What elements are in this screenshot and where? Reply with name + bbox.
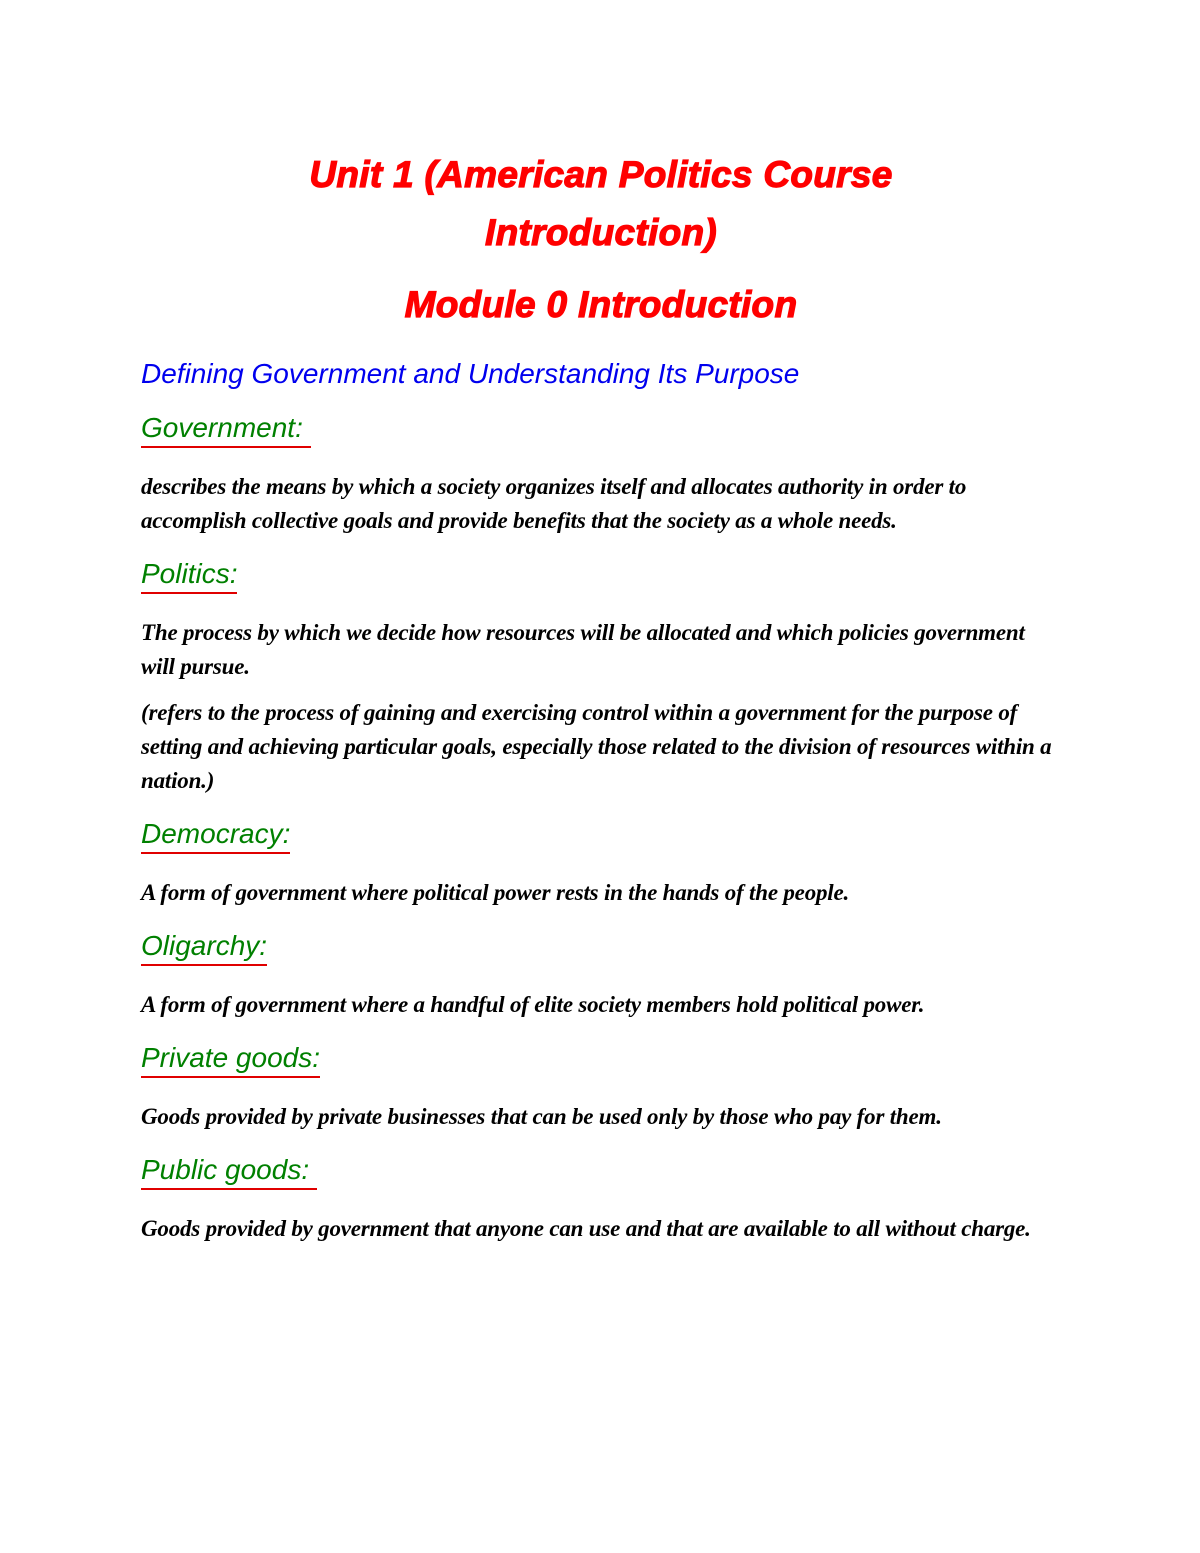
definition-oligarchy: A form of government where a handful of elite society members hold political power. (141, 992, 925, 1017)
unit-title (141, 146, 1061, 262)
term-private-goods: Private goods: (141, 1040, 320, 1078)
definition-private-goods: Goods provided by private businesses that can be used only by those who pay for them. (141, 1104, 942, 1129)
definition-public-goods: Goods provided by government that anyone can use and that are available to all without charge. (141, 1216, 1031, 1241)
term-block-private-goods (141, 1040, 1061, 1078)
term-democracy: Democracy: (141, 816, 290, 854)
document-content (141, 146, 1061, 1246)
term-politics: Politics: (141, 556, 237, 594)
definition-politics: The process by which we decide how resources will be allocated and which policies government will pursue. (141, 620, 1025, 679)
unit-title-line-2: Introduction) (484, 212, 717, 253)
term-block-democracy (141, 816, 1061, 854)
term-block-politics (141, 556, 1061, 594)
definition-democracy: A form of government where political power rests in the hands of the people. (141, 880, 850, 905)
term-public-goods: Public goods: (141, 1152, 317, 1190)
module-title: Module 0 Introduction (404, 284, 798, 325)
term-government: Government: (141, 410, 311, 448)
term-oligarchy: Oligarchy: (141, 928, 267, 966)
unit-title-line-1: Unit 1 (American Politics Course (309, 154, 893, 195)
term-block-oligarchy (141, 928, 1061, 966)
term-block-government (141, 410, 1061, 448)
section-heading: Defining Government and Understanding Its Purpose (141, 358, 800, 389)
definition-politics-note: (refers to the process of gaining and exercising control within a government for the purpose of setting and achieving particular goals, especially those related to the division of resources within a nation.) (141, 700, 1052, 793)
definition-government: describes the means by which a society organizes itself and allocates authority in order to accomplish collective goals and provide benefits that the society as a whole needs. (141, 474, 967, 533)
term-block-public-goods (141, 1152, 1061, 1190)
